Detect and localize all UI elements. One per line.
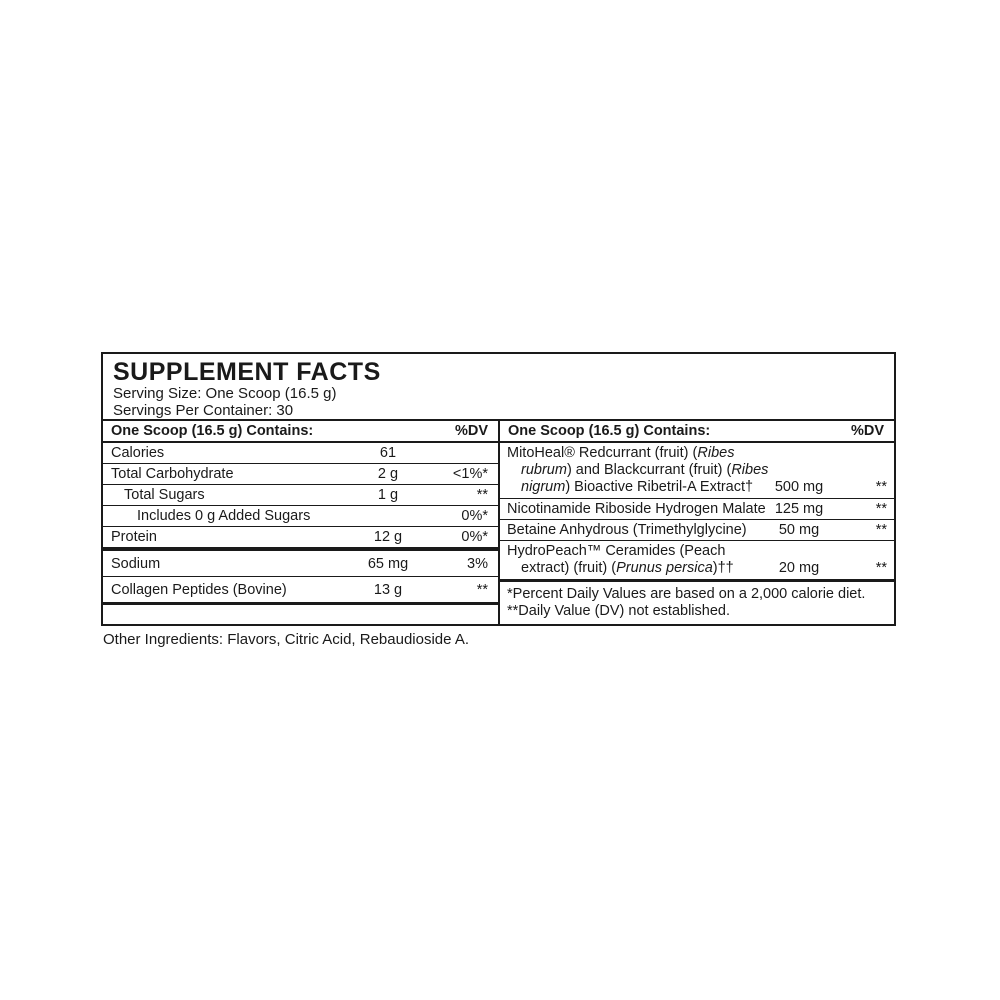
ingredient-row-mitoheal-extract [500,443,894,499]
footnote-daily-value-not-established: **Daily Value (DV) not established. [507,603,730,619]
nutrient-label: Includes 0 g Added Sugars [137,508,311,524]
supplement-facts-title: SUPPLEMENT FACTS [113,358,381,386]
nutrient-label: Sodium [111,555,161,572]
nutrient-label: Calories [111,445,165,461]
nutrient-amount: 12 g [373,529,403,545]
nutrient-row-total-carbohydrate [103,464,498,485]
serving-size-text: Serving Size: One Scoop (16.5 g) [113,385,337,403]
ingredient-amount: 125 mg [774,501,824,517]
left-header-dv-label: %DV [454,423,488,439]
ingredient-name-line: extract) (fruit) (Prunus persica)†† [521,560,734,576]
left-facts-column [103,421,500,624]
nutrient-dv: ** [476,581,488,598]
nutrient-dv: 0%* [461,529,488,545]
nutrient-amount: 13 g [373,581,403,598]
ingredient-row-hydropeach-ceramides [500,541,894,582]
nutrient-label: Total Carbohydrate [111,466,234,482]
ingredient-amount: 20 mg [778,560,820,576]
other-ingredients-text: Other Ingredients: Flavors, Citric Acid, Rebaudioside A. [103,631,470,648]
ingredient-row-nicotinamide-riboside [500,499,894,520]
nutrient-row-collagen-peptides [103,577,498,605]
ingredient-row-betaine-anhydrous [500,520,894,541]
nutrient-row-sodium [103,551,498,577]
ingredient-amount: 500 mg [774,479,824,495]
facts-columns [103,419,894,624]
nutrient-amount: 61 [379,445,397,461]
ingredient-name-line: rubrum) and Blackcurrant (fruit) (Ribes [521,462,769,478]
ingredient-amount: 50 mg [778,522,820,538]
ingredient-dv: ** [875,479,887,495]
servings-per-container-text: Servings Per Container: 30 [113,402,294,420]
nutrient-amount: 2 g [377,466,399,482]
ingredient-dv: ** [875,501,887,517]
nutrient-label: Protein [111,529,157,545]
nutrient-dv: 3% [467,555,488,572]
ingredient-name-line: Betaine Anhydrous (Trimethylglycine) [507,521,747,538]
footnote-percent-daily-values: *Percent Daily Values are based on a 2,000 calorie diet. [507,586,866,602]
right-header-dv-label: %DV [850,423,884,439]
right-header-label: One Scoop (16.5 g) Contains: [508,423,711,439]
nutrient-amount: 65 mg [367,555,409,572]
ingredient-dv: ** [875,522,887,538]
panel-masthead [103,354,894,419]
nutrient-dv: 0%* [461,508,488,524]
left-header-label: One Scoop (16.5 g) Contains: [111,423,314,439]
right-column-header [500,421,894,443]
nutrient-row-calories [103,443,498,464]
supplement-facts-panel [101,352,896,626]
nutrient-amount: 1 g [377,487,399,503]
ingredient-dv: ** [875,560,887,576]
nutrient-row-protein [103,527,498,551]
ingredient-name-line: Nicotinamide Riboside Hydrogen Malate [507,500,766,517]
nutrient-dv: ** [476,487,488,503]
ingredient-name-line: nigrum) Bioactive Ribetril-A Extract† [521,479,754,495]
ingredient-name-line: MitoHeal® Redcurrant (fruit) (Ribes [507,445,735,461]
ingredient-name-line: HydroPeach™ Ceramides (Peach [507,543,726,559]
left-column-header [103,421,498,443]
footnotes-block [500,582,894,620]
nutrient-label: Total Sugars [124,487,205,503]
nutrient-row-added-sugars [103,506,498,527]
right-facts-column [500,421,894,624]
nutrient-label: Collagen Peptides (Bovine) [111,581,287,598]
nutrient-dv: <1%* [452,466,488,482]
nutrient-row-total-sugars [103,485,498,506]
